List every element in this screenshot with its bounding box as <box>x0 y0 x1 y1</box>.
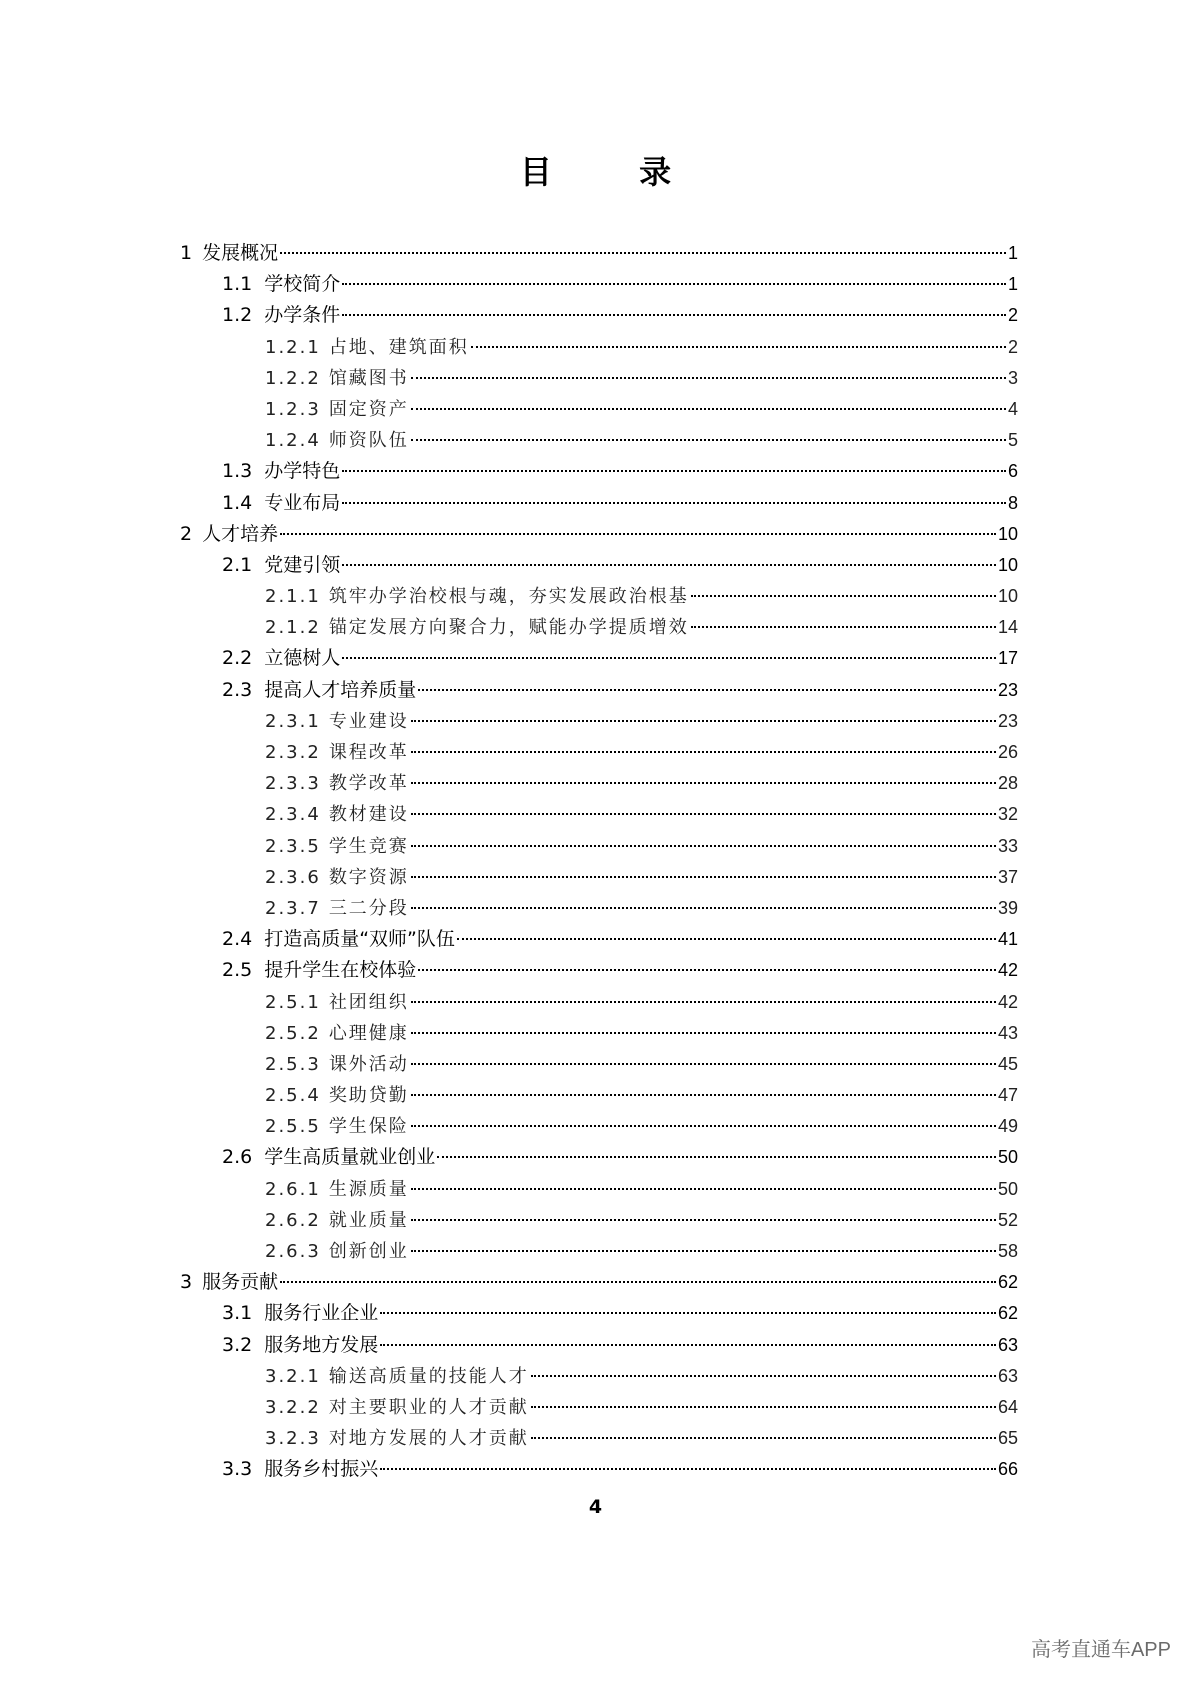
toc-entry-page: 2 <box>1007 336 1018 357</box>
dot-leader <box>411 1032 996 1034</box>
toc-entry-label: 课程改革 <box>328 742 409 763</box>
toc-entry-label: 馆藏图书 <box>328 367 409 389</box>
dot-leader <box>380 1344 996 1346</box>
toc-entry-number: 2.5.3 <box>265 1053 321 1075</box>
toc-entry[interactable] <box>180 799 1018 830</box>
dot-leader <box>531 1437 996 1439</box>
toc-entry-page: 43 <box>997 1022 1018 1043</box>
toc-entry-number: 2.1 <box>222 553 253 576</box>
toc-entry[interactable] <box>180 269 1018 300</box>
dot-leader <box>280 533 996 535</box>
toc-entry-page: 10 <box>997 523 1018 544</box>
dot-leader <box>411 782 996 784</box>
toc-entry[interactable] <box>180 643 1018 674</box>
toc-entry-page: 4 <box>1007 398 1018 419</box>
toc-entry-label: 数字资源 <box>328 866 409 888</box>
toc-entry-number: 2.3.3 <box>265 773 321 795</box>
toc-entry[interactable] <box>180 1111 1018 1142</box>
toc-entry-page: 63 <box>997 1334 1018 1355</box>
dot-leader <box>411 876 996 878</box>
toc-entry[interactable] <box>180 955 1018 986</box>
toc-entry[interactable] <box>180 675 1018 706</box>
toc-entry-page: 17 <box>997 648 1018 669</box>
toc-entry-number: 2.5.5 <box>265 1116 321 1138</box>
toc-entry-label: 创新创业 <box>328 1241 409 1262</box>
dot-leader <box>342 470 1006 472</box>
toc-entry-page: 64 <box>997 1396 1018 1417</box>
toc-entry[interactable] <box>180 737 1018 768</box>
toc-entry-number: 1.3 <box>222 460 253 483</box>
toc-entry-number: 2.3.6 <box>265 866 321 888</box>
toc-entry-page: 47 <box>997 1085 1018 1106</box>
toc-entry-label: 办学条件 <box>264 304 341 327</box>
dot-leader <box>471 346 1006 348</box>
toc-entry-number: 2.5.4 <box>265 1085 321 1107</box>
toc-entry[interactable] <box>180 987 1018 1018</box>
toc-entry[interactable] <box>180 519 1018 550</box>
toc-entry-label: 奖助贷勤 <box>328 1085 409 1107</box>
toc-entry-label: 教材建设 <box>328 804 409 826</box>
dot-leader <box>411 1125 996 1127</box>
toc-entry-number: 2.3.1 <box>265 710 321 732</box>
toc-entry-number: 2.6.3 <box>265 1241 321 1262</box>
toc-entry[interactable] <box>180 1392 1018 1423</box>
dot-leader <box>380 1468 996 1470</box>
toc-entry-page: 65 <box>997 1428 1018 1449</box>
toc-entry-label: 学生保险 <box>328 1116 409 1138</box>
dot-leader <box>411 907 996 909</box>
toc-entry-label: 生源质量 <box>328 1178 409 1200</box>
toc-entry[interactable] <box>180 1080 1018 1111</box>
dot-leader <box>342 502 1006 504</box>
toc-entry-label: 服务地方发展 <box>264 1333 379 1356</box>
toc-entry-number: 3.3 <box>222 1458 253 1481</box>
toc-entry[interactable] <box>180 488 1018 519</box>
toc-entry-page: 37 <box>997 866 1018 887</box>
toc-entry-number: 1.2.3 <box>265 398 321 420</box>
toc-entry-page: 5 <box>1007 430 1018 451</box>
toc-entry[interactable] <box>180 300 1018 331</box>
toc-entry[interactable] <box>180 1018 1018 1049</box>
toc-entry-number: 1.2.1 <box>265 336 321 358</box>
toc-entry-page: 45 <box>997 1053 1018 1074</box>
toc-entry[interactable] <box>180 706 1018 737</box>
toc-entry[interactable] <box>180 1423 1018 1454</box>
toc-entry-label: 筑牢办学治校根与魂，夯实发展政治根基 <box>328 586 689 608</box>
toc-entry[interactable] <box>180 1454 1018 1485</box>
toc-entry-label: 心理健康 <box>328 1022 409 1044</box>
toc-entry-number: 3.1 <box>222 1302 253 1325</box>
toc-entry-page: 3 <box>1007 367 1018 388</box>
toc-entry-page: 63 <box>997 1365 1018 1386</box>
toc-entry-page: 2 <box>1007 305 1018 326</box>
toc-entry-page: 8 <box>1007 492 1018 513</box>
toc-entry-number: 2.1.1 <box>265 586 321 608</box>
dot-leader <box>411 1063 996 1065</box>
toc-entry-page: 50 <box>997 1178 1018 1199</box>
toc-entry-page: 39 <box>997 897 1018 918</box>
toc-entry-number: 3.2.2 <box>265 1396 321 1418</box>
toc-entry[interactable] <box>180 831 1018 862</box>
toc-entry-label: 固定资产 <box>328 398 409 420</box>
toc-entry-number: 2.3.2 <box>265 742 321 763</box>
toc-entry-label: 学生竞赛 <box>328 835 409 857</box>
toc-entry-page: 26 <box>997 742 1018 762</box>
toc-entry-label: 学校简介 <box>264 273 341 296</box>
dot-leader <box>411 1001 996 1003</box>
toc-entry-label: 师资队伍 <box>328 430 409 452</box>
table-of-contents <box>180 238 1018 1486</box>
dot-leader <box>411 1094 996 1096</box>
toc-entry-label: 发展概况 <box>202 242 279 264</box>
toc-entry-number: 1 <box>180 242 193 264</box>
toc-entry[interactable] <box>180 862 1018 893</box>
toc-entry-number: 2.2 <box>222 647 253 670</box>
toc-entry-label: 人才培养 <box>202 522 279 545</box>
dot-leader <box>411 720 996 722</box>
dot-leader <box>437 1156 996 1158</box>
toc-entry-number: 1.2 <box>222 304 253 327</box>
toc-entry-label: 课外活动 <box>328 1053 409 1075</box>
toc-entry-label: 学生高质量就业创业 <box>264 1146 436 1169</box>
toc-entry[interactable] <box>180 1049 1018 1080</box>
toc-entry-number: 2.3.5 <box>265 835 321 857</box>
toc-entry[interactable] <box>180 456 1018 487</box>
toc-entry-label: 办学特色 <box>264 460 341 483</box>
dot-leader <box>411 1219 996 1221</box>
dot-leader <box>280 252 1006 254</box>
toc-entry-page: 42 <box>997 991 1018 1012</box>
toc-entry[interactable] <box>180 1174 1018 1205</box>
toc-entry-number: 3.2 <box>222 1333 253 1356</box>
dot-leader <box>342 283 1006 285</box>
dot-leader <box>411 813 996 815</box>
dot-leader <box>411 377 1006 379</box>
toc-entry-number: 3 <box>180 1271 193 1294</box>
toc-entry-label: 教学改革 <box>328 773 409 795</box>
toc-entry-label: 占地、建筑面积 <box>328 336 469 358</box>
page-number: 4 <box>588 1496 603 1518</box>
toc-entry-number: 2.3 <box>222 678 253 701</box>
dot-leader <box>342 564 996 566</box>
dot-leader <box>342 314 1006 316</box>
toc-entry-number: 2.4 <box>222 928 253 951</box>
toc-entry-number: 3.2.3 <box>265 1428 321 1450</box>
toc-entry[interactable] <box>180 425 1018 456</box>
toc-entry[interactable] <box>180 612 1018 643</box>
toc-entry[interactable] <box>180 768 1018 799</box>
toc-entry[interactable] <box>180 1236 1018 1267</box>
dot-leader <box>411 845 996 847</box>
dot-leader <box>418 689 996 691</box>
dot-leader <box>411 439 1006 441</box>
toc-entry-number: 2.5.1 <box>265 991 321 1013</box>
toc-entry-page: 50 <box>997 1147 1018 1168</box>
toc-entry-label: 提升学生在校体验 <box>264 959 417 982</box>
dot-leader <box>411 408 1006 410</box>
toc-entry-page: 41 <box>997 929 1018 950</box>
toc-entry-number: 1.2.4 <box>265 430 321 452</box>
dot-leader <box>531 1406 996 1408</box>
toc-entry-number: 2 <box>180 522 193 545</box>
toc-entry-number: 2.1.2 <box>265 617 321 639</box>
toc-entry-page: 32 <box>997 804 1018 825</box>
toc-entry-page: 42 <box>997 960 1018 981</box>
toc-entry-number: 2.6.2 <box>265 1209 321 1231</box>
toc-entry-label: 立德树人 <box>264 647 341 670</box>
dot-leader <box>280 1281 996 1283</box>
page-title: 目 录 <box>519 153 710 191</box>
toc-entry-number: 1.2.2 <box>265 367 321 389</box>
toc-entry-page: 10 <box>997 554 1018 575</box>
toc-entry[interactable] <box>180 1298 1018 1329</box>
toc-entry[interactable] <box>180 238 1018 269</box>
toc-entry-label: 社团组织 <box>328 991 409 1013</box>
toc-entry[interactable] <box>180 893 1018 924</box>
toc-entry[interactable] <box>180 394 1018 425</box>
watermark: 高考直通车APP <box>1030 1639 1171 1661</box>
toc-entry-label: 服务贡献 <box>202 1271 279 1294</box>
toc-entry-page: 14 <box>997 617 1018 638</box>
toc-entry[interactable] <box>180 924 1018 955</box>
dot-leader <box>531 1375 996 1377</box>
toc-entry-number: 3.2.1 <box>265 1365 321 1387</box>
dot-leader <box>411 1250 996 1252</box>
toc-entry-number: 1.1 <box>222 273 253 296</box>
toc-entry[interactable] <box>180 550 1018 581</box>
toc-entry[interactable] <box>180 1330 1018 1361</box>
toc-entry[interactable] <box>180 581 1018 612</box>
toc-entry[interactable] <box>180 1142 1018 1173</box>
toc-entry-page: 62 <box>997 1272 1018 1293</box>
toc-entry-label: 锚定发展方向聚合力，赋能办学提质增效 <box>328 617 689 639</box>
toc-entry-page: 33 <box>997 835 1018 856</box>
toc-entry[interactable] <box>180 363 1018 394</box>
toc-entry-page: 10 <box>997 586 1018 607</box>
toc-entry-number: 2.3.7 <box>265 897 321 919</box>
dot-leader <box>691 595 996 597</box>
toc-entry-number: 2.6.1 <box>265 1178 321 1200</box>
toc-entry-number: 1.4 <box>222 491 253 514</box>
toc-entry-page: 66 <box>997 1459 1018 1480</box>
toc-entry-number: 2.6 <box>222 1146 253 1169</box>
toc-entry-page: 49 <box>997 1116 1018 1137</box>
toc-entry[interactable] <box>180 1267 1018 1298</box>
dot-leader <box>380 1312 996 1314</box>
dot-leader <box>342 657 996 659</box>
toc-entry-page: 58 <box>997 1241 1018 1261</box>
toc-entry-label: 专业建设 <box>328 710 409 732</box>
toc-entry-label: 打造高质量“双师”队伍 <box>264 928 455 951</box>
toc-entry-label: 就业质量 <box>328 1209 409 1231</box>
toc-entry-label: 服务行业企业 <box>264 1302 379 1325</box>
toc-entry-page: 1 <box>1007 243 1018 263</box>
toc-entry-page: 52 <box>997 1209 1018 1230</box>
toc-entry-label: 输送高质量的技能人才 <box>328 1365 529 1387</box>
dot-leader <box>411 1188 996 1190</box>
toc-entry-number: 2.5.2 <box>265 1022 321 1044</box>
toc-entry[interactable] <box>180 332 1018 363</box>
toc-entry-label: 对地方发展的人才贡献 <box>328 1428 529 1450</box>
toc-entry-label: 服务乡村振兴 <box>264 1458 379 1481</box>
toc-entry-label: 三二分段 <box>328 897 409 919</box>
toc-entry-number: 2.5 <box>222 959 253 982</box>
toc-entry-label: 党建引领 <box>264 553 341 576</box>
toc-entry[interactable] <box>180 1361 1018 1392</box>
toc-entry-number: 2.3.4 <box>265 804 321 826</box>
toc-entry-page: 23 <box>997 710 1018 731</box>
toc-entry-page: 28 <box>997 773 1018 794</box>
toc-entry-page: 6 <box>1007 461 1018 482</box>
dot-leader <box>457 938 996 940</box>
toc-entry-label: 专业布局 <box>264 491 341 514</box>
toc-entry-page: 1 <box>1007 274 1018 295</box>
toc-entry-label: 提高人才培养质量 <box>264 678 417 701</box>
toc-entry-label: 对主要职业的人才贡献 <box>328 1396 529 1418</box>
dot-leader <box>691 626 996 628</box>
toc-entry[interactable] <box>180 1205 1018 1236</box>
dot-leader <box>418 969 996 971</box>
dot-leader <box>411 751 996 753</box>
toc-entry-page: 62 <box>997 1303 1018 1324</box>
toc-entry-page: 23 <box>997 679 1018 700</box>
